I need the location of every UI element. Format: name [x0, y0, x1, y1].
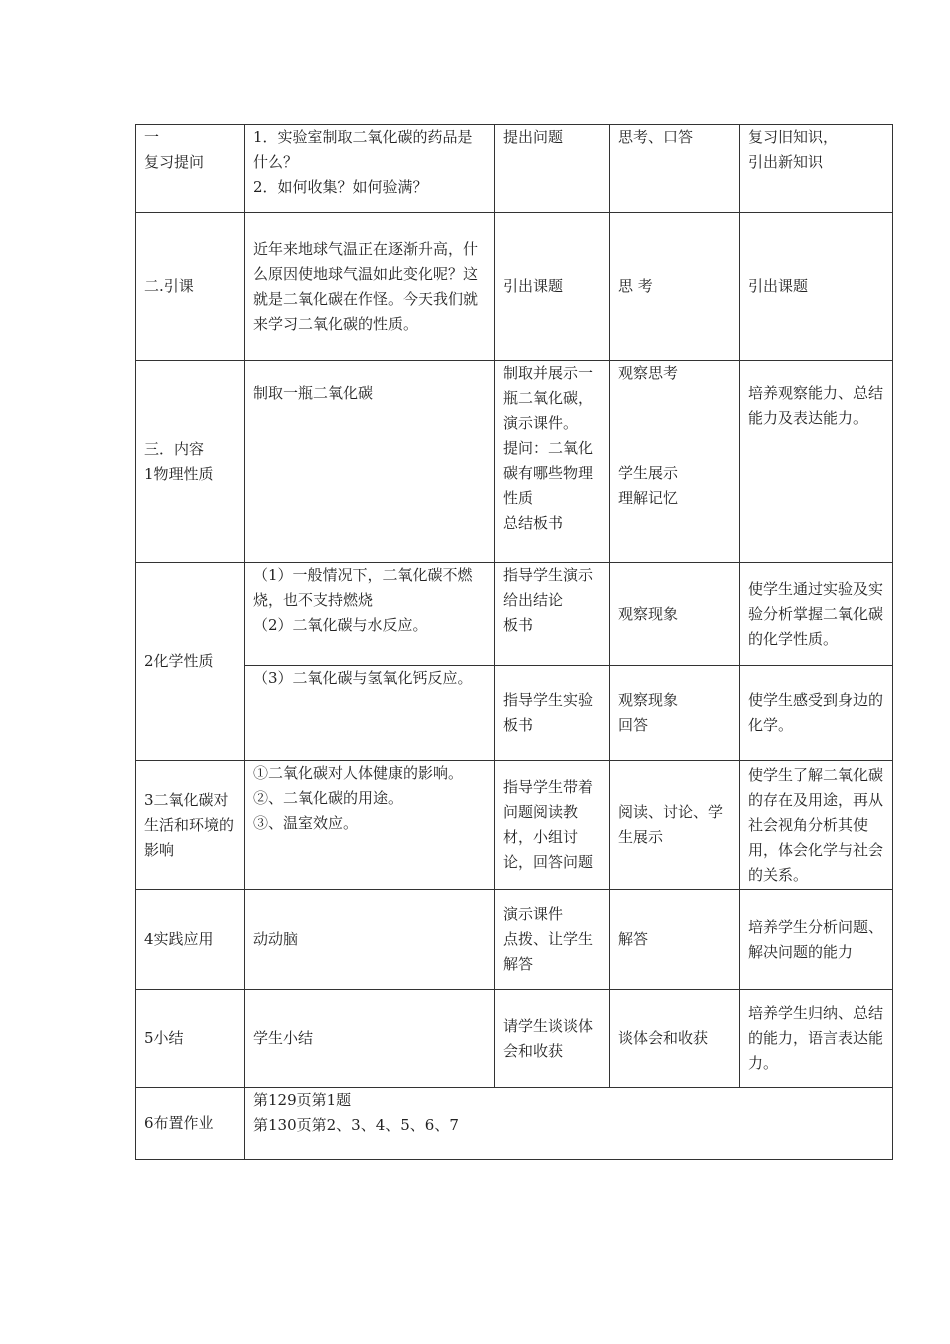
- student-activity-cell: 思考、口答: [610, 125, 740, 213]
- table-row: [136, 361, 893, 563]
- student-activity-show: 学生展示 理解记忆: [618, 464, 679, 507]
- teacher-activity-cell: 制取并展示一瓶二氧化碳，演示课件。 提问：二氧化碳有哪些物理性质 总结板书: [495, 361, 610, 563]
- teacher-activity-cell: 演示课件 点拨、让学生解答: [495, 890, 610, 990]
- student-activity-cell: 解答: [610, 890, 740, 990]
- purpose-cell: 培养学生归纳、总结的能力，语言表达能力。: [740, 990, 893, 1088]
- purpose-cell: 培养学生分析问题、解决问题的能力: [740, 890, 893, 990]
- purpose-cell: 复习旧知识， 引出新知识: [740, 125, 893, 213]
- lesson-plan-table: [135, 124, 893, 1160]
- stage-cell: 5小结: [136, 990, 245, 1088]
- student-activity-cell: [610, 361, 740, 563]
- table-row: [136, 125, 893, 213]
- student-activity-cell: 思 考: [610, 213, 740, 361]
- teacher-activity-cell: 指导学生带着问题阅读教材，小组讨论，回答问题: [495, 761, 610, 890]
- content-cell: ①二氧化碳对人体健康的影响。 ②、二氧化碳的用途。 ③、温室效应。: [245, 761, 495, 890]
- stage-cell: 二.引课: [136, 213, 245, 361]
- stage-cell: 4实践应用: [136, 890, 245, 990]
- table-row: [136, 563, 893, 666]
- teacher-activity-cell: 引出课题: [495, 213, 610, 361]
- student-activity-cell: 谈体会和收获: [610, 990, 740, 1088]
- content-cell: 近年来地球气温正在逐渐升高，什么原因使地球气温如此变化呢？这就是二氧化碳在作怪。今天我们就来学习二氧化碳的性质。: [245, 213, 495, 361]
- teacher-activity-cell: 提出问题: [495, 125, 610, 213]
- stage-cell: 三．内容 1物理性质: [136, 361, 245, 563]
- teacher-activity-cell: 请学生谈谈体会和收获: [495, 990, 610, 1088]
- student-activity-cell: 观察现象: [610, 563, 740, 666]
- student-activity-observe: 观察思考: [618, 364, 679, 382]
- table-row: [136, 990, 893, 1088]
- stage-cell: 2化学性质: [136, 563, 245, 761]
- content-cell: 1．实验室制取二氧化碳的药品是什么？ 2．如何收集？如何验满？: [245, 125, 495, 213]
- content-cell: （1）一般情况下，二氧化碳不燃烧，也不支持燃烧 （2）二氧化碳与水反应。: [245, 563, 495, 666]
- content-cell: 动动脑: [245, 890, 495, 990]
- table-row: [136, 890, 893, 990]
- table-row: [136, 213, 893, 361]
- table-row: [136, 666, 893, 761]
- purpose-cell: 使学生了解二氧化碳的存在及用途，再从社会视角分析其使用，体会化学与社会的关系。: [740, 761, 893, 890]
- purpose-cell: 使学生通过实验及实验分析掌握二氧化碳的化学性质。: [740, 563, 893, 666]
- purpose-cell: 使学生感受到身边的化学。: [740, 666, 893, 761]
- stage-cell: 一 复习提问: [136, 125, 245, 213]
- content-cell: 学生小结: [245, 990, 495, 1088]
- content-cell: （3）二氧化碳与氢氧化钙反应。: [245, 666, 495, 761]
- table-row: [136, 1088, 893, 1160]
- teacher-activity-cell: 指导学生演示 给出结论 板书: [495, 563, 610, 666]
- content-cell: 制取一瓶二氧化碳: [245, 361, 495, 563]
- stage-cell: 3二氧化碳对生活和环境的影响: [136, 761, 245, 890]
- student-activity-cell: 观察现象 回答: [610, 666, 740, 761]
- student-activity-cell: 阅读、讨论、学生展示: [610, 761, 740, 890]
- stage-cell: 6布置作业: [136, 1088, 245, 1160]
- purpose-cell: 引出课题: [740, 213, 893, 361]
- table-row: [136, 761, 893, 890]
- purpose-cell: 培养观察能力、总结能力及表达能力。: [740, 361, 893, 563]
- teacher-activity-cell: 指导学生实验 板书: [495, 666, 610, 761]
- homework-cell: 第129页第1题 第130页第2、3、4、5、6、7: [245, 1088, 893, 1160]
